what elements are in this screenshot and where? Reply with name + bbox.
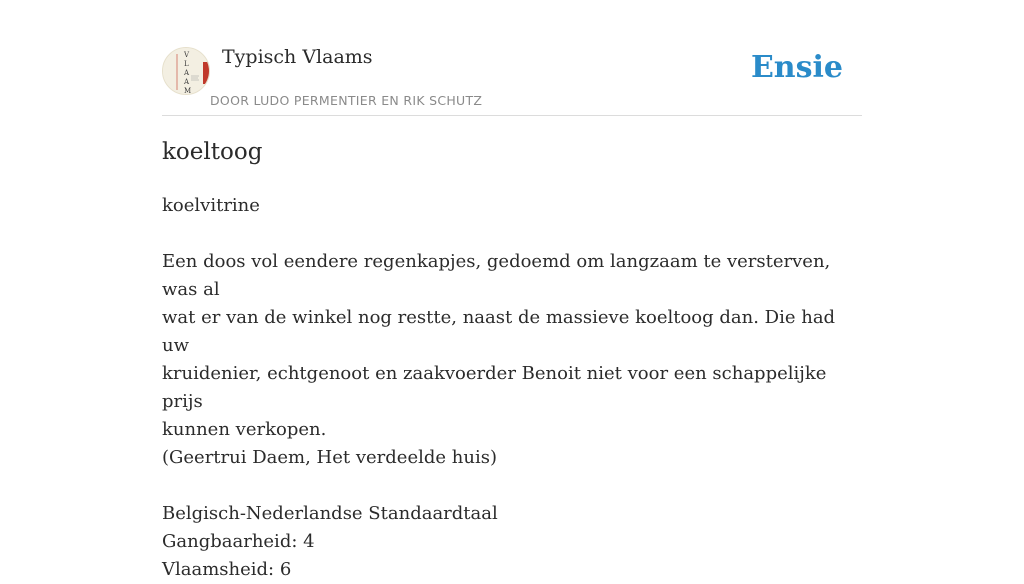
example-line: Een doos vol eendere regenkapjes, gedoemd om langzaam te versterven, was al (162, 251, 831, 300)
entry-source: (Geertrui Daem, Het verdeelde huis) (162, 447, 497, 468)
page (162, 0, 862, 580)
blog-title-link[interactable]: Typisch Vlaams (222, 46, 373, 68)
header (162, 0, 862, 116)
spacer (162, 220, 862, 248)
brand-logo-link[interactable]: Ensie (750, 50, 843, 85)
book-cover-icon (163, 48, 210, 95)
blog-logo[interactable] (162, 47, 210, 95)
spacer (162, 472, 862, 500)
entry-example (162, 248, 862, 444)
logo-letter: L (184, 60, 189, 68)
entry-title: koeltoog (162, 139, 263, 165)
entry-language: Belgisch-Nederlandse Standaardtaal (162, 503, 498, 524)
example-line: kunnen verkopen. (162, 419, 327, 440)
logo-letter: M (184, 87, 192, 95)
logo-letter: A (184, 78, 190, 86)
logo-letter: V (184, 51, 190, 59)
entry-content (162, 192, 862, 584)
entry-gangbaarheid: Gangbaarheid: 4 (162, 531, 315, 552)
byline: DOOR LUDO PERMENTIER EN RIK SCHUTZ (210, 93, 483, 108)
example-line: kruidenier, echtgenoot en zaakvoerder Benoit niet voor een schappelijke prijs (162, 363, 827, 412)
example-line: wat er van de winkel nog restte, naast de massieve koeltoog dan. Die had uw (162, 307, 836, 356)
logo-letter: A (184, 69, 190, 77)
entry-definition: koelvitrine (162, 195, 260, 216)
entry-vlaamsheid: Vlaamsheid: 6 (162, 559, 292, 580)
